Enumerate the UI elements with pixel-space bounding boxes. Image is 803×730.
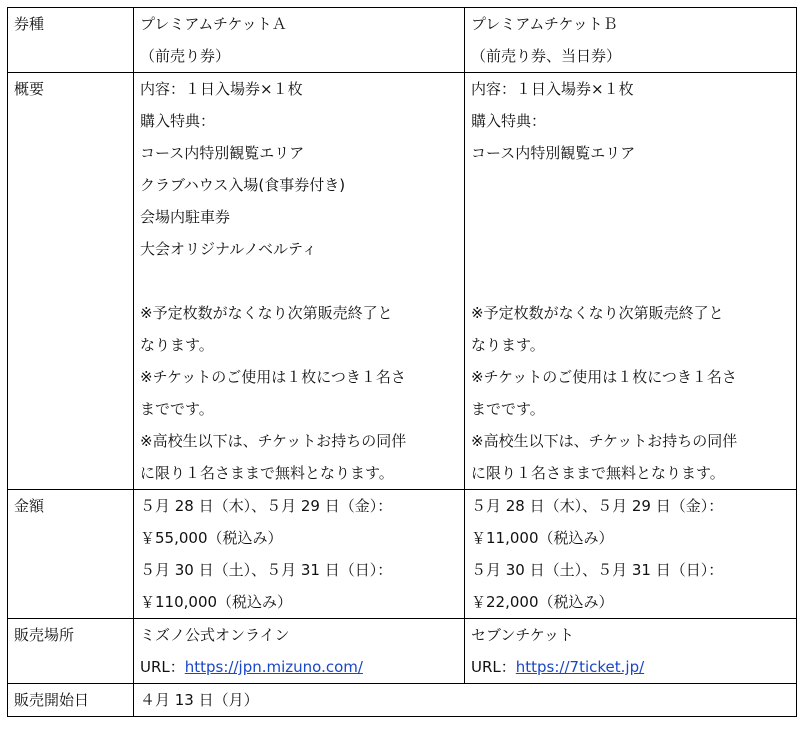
price-b-dates-2: ５月 30 日（土）、５月 31 日（日）：: [471, 561, 724, 579]
overview-b-line: 内容：１日入場券×１枚: [471, 80, 634, 98]
ticket-a-name: プレミアムチケットＡ: [140, 15, 287, 33]
ticket-a-venue-cell: [134, 619, 465, 684]
overview-b-line: [471, 265, 790, 297]
overview-b-line: コース内特別観覧エリア: [471, 144, 636, 162]
overview-a-line: クラブハウス入場(食事券付き): [140, 176, 346, 194]
overview-a-line: コース内特別観覧エリア: [140, 144, 305, 162]
overview-a-line: 大会オリジナルノベルティ: [140, 240, 317, 258]
price-a-dates-1: ５月 28 日（木）、５月 29 日（金）：: [140, 497, 393, 515]
overview-b-line: ※高校生以下は、チケットお持ちの同伴: [471, 432, 738, 450]
sale-start-label-cell: [8, 684, 134, 717]
venue-a-url-prefix: URL：: [140, 658, 185, 676]
venue-label-cell: [8, 619, 134, 684]
mizuno-url-link[interactable]: https://jpn.mizuno.com/: [184, 658, 363, 676]
overview-a-line: ※高校生以下は、チケットお持ちの同伴: [140, 432, 407, 450]
seven-ticket-url-link[interactable]: https://7ticket.jp/: [515, 658, 645, 676]
price-b-dates-1: ５月 28 日（木）、５月 29 日（金）：: [471, 497, 724, 515]
overview-a-line: 会場内駐車券: [140, 208, 231, 226]
price-b-amount-1: ￥11,000（税込み）: [471, 529, 614, 547]
overview-b-line: ※チケットのご使用は１枚につき１名さ: [471, 368, 737, 386]
sale-start-value-cell: [134, 684, 797, 717]
venue-label: 販売場所: [14, 626, 75, 644]
overview-a-line: ※予定枚数がなくなり次第販売終了と: [140, 304, 393, 322]
venue-a-url-line: [140, 651, 458, 683]
overview-a-line: に限り１名さままで無料となります。: [140, 464, 394, 482]
ticket-info-table: [7, 7, 797, 717]
ticket-b-type-cell: [465, 8, 797, 73]
ticket-type-label-cell: [8, 8, 134, 73]
price-b-amount-2: ￥22,000（税込み）: [471, 593, 614, 611]
overview-a-line: 購入特典：: [140, 112, 216, 130]
venue-a-name: ミズノ公式オンライン: [140, 626, 290, 644]
row-sale-start: [8, 684, 797, 717]
row-venue: [8, 619, 797, 684]
price-a-amount-2: ￥110,000（税込み）: [140, 593, 293, 611]
overview-b-line: [471, 233, 790, 265]
overview-b-line: [471, 201, 790, 233]
overview-b-line: 購入特典：: [471, 112, 547, 130]
overview-label: 概要: [14, 80, 45, 98]
sale-start-date: ４月 13 日（月）: [140, 691, 259, 709]
ticket-a-price-cell: [134, 490, 465, 619]
price-a-amount-1: ￥55,000（税込み）: [140, 529, 283, 547]
venue-b-url-line: [471, 651, 790, 683]
overview-a-line: までです。: [140, 400, 214, 418]
overview-a-line: ※チケットのご使用は１枚につき１名さ: [140, 368, 406, 386]
price-label: 金額: [14, 497, 45, 515]
row-overview: [8, 73, 797, 490]
price-label-cell: [8, 490, 134, 619]
overview-b-line: に限り１名さままで無料となります。: [471, 464, 725, 482]
overview-b-line: なります。: [471, 336, 545, 354]
ticket-b-overview-cell: [465, 73, 797, 490]
overview-a-line: [140, 265, 458, 297]
venue-b-name: セブンチケット: [471, 626, 575, 644]
ticket-a-overview-cell: [134, 73, 465, 490]
ticket-a-sale-type: （前売り券）: [140, 47, 231, 65]
ticket-a-type-cell: [134, 8, 465, 73]
overview-label-cell: [8, 73, 134, 490]
price-a-dates-2: ５月 30 日（土）、５月 31 日（日）：: [140, 561, 393, 579]
ticket-type-label: 券種: [14, 15, 45, 33]
row-price: [8, 490, 797, 619]
row-ticket-type: [8, 8, 797, 73]
overview-b-line: までです。: [471, 400, 545, 418]
ticket-b-price-cell: [465, 490, 797, 619]
overview-b-line: [471, 169, 790, 201]
ticket-b-name: プレミアムチケットＢ: [471, 15, 618, 33]
ticket-b-venue-cell: [465, 619, 797, 684]
overview-b-line: ※予定枚数がなくなり次第販売終了と: [471, 304, 724, 322]
venue-b-url-prefix: URL：: [471, 658, 516, 676]
overview-a-line: なります。: [140, 336, 214, 354]
overview-a-line: 内容：１日入場券×１枚: [140, 80, 303, 98]
sale-start-label: 販売開始日: [14, 691, 90, 709]
ticket-b-sale-type: （前売り券、当日券）: [471, 47, 622, 65]
